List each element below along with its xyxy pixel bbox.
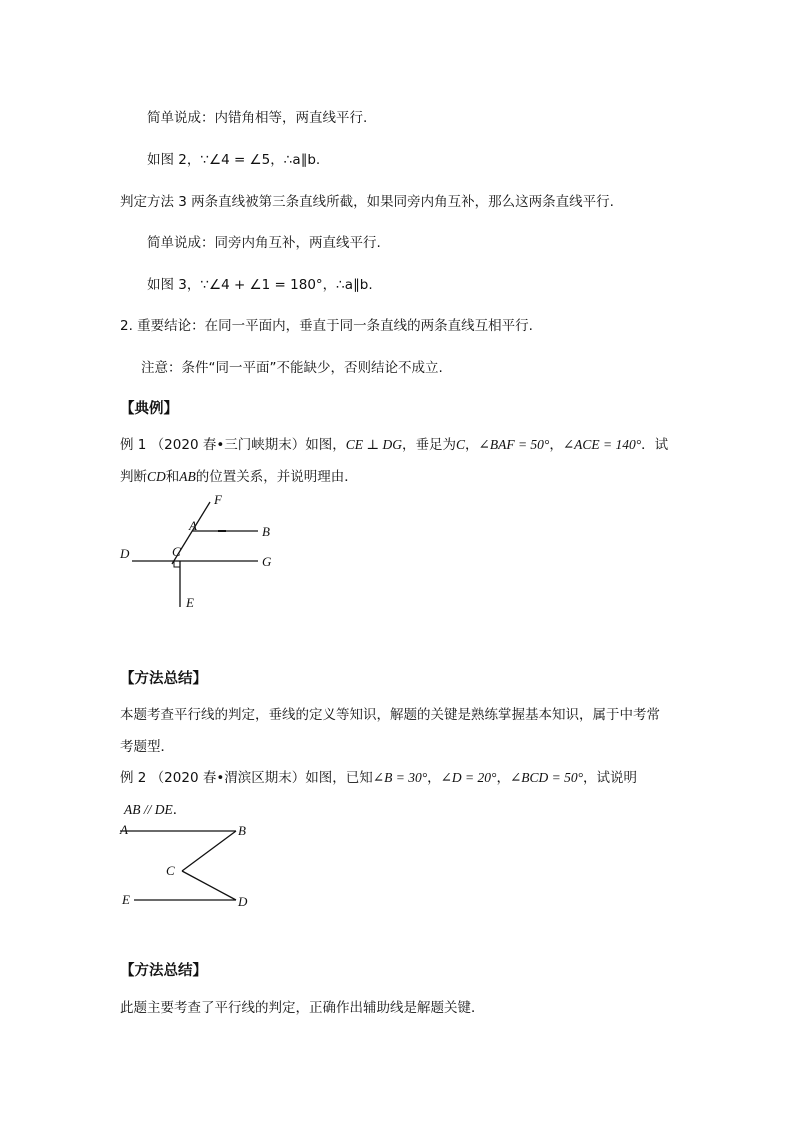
label-f: F [214,492,222,507]
label-d: D [120,546,130,561]
example2-figure [110,820,260,915]
example2-angle-bcd: ∠BCD = 50° [509,770,584,785]
example1-angle-ace: ∠ACE = 140° [562,437,642,452]
label-c: C [166,863,175,878]
line-bc [182,831,236,871]
example1-line2-post: 的位置关系，并说明理由． [195,469,358,485]
rule3-figure-note: 如图 3，∵∠4 + ∠1 = 180°，∴a∥b. [147,277,373,293]
example2-angle-b: ∠B = 30° [372,770,428,785]
summary1-heading: 【方法总结】 [120,671,207,687]
rule3-statement: 判定方法 3 两条直线被第三条直线所截，如果同旁内角互补，那么这两条直线平行. [120,194,614,210]
summary2-heading: 【方法总结】 [120,963,207,979]
example1-figure [110,490,290,615]
example1-condition: CE ⊥ DG [345,437,402,452]
example1-prefix: 例 1 （2020 春•三门峡期末）如图， [120,437,346,453]
rule3-short-form: 简单说成：同旁内角互补，两直线平行. [147,235,381,251]
example1-sep1: ， [465,437,479,453]
example2-prefix: 例 2 （2020 春•渭滨区期末）如图，已知 [120,770,373,786]
label-c: C [172,544,181,559]
label-a: A [120,822,128,837]
example2-conclusion: AB // DE [124,802,173,817]
example1-line2-pre: 判断 [120,469,147,485]
important-conclusion: 2. 重要结论：在同一平面内，垂直于同一条直线的两条直线互相平行. [120,318,533,334]
label-e: E [186,595,194,610]
example1-angle-baf: ∠BAF = 50° [478,437,550,452]
example1-mid: ，垂足为 [402,437,456,453]
label-e: E [122,892,130,907]
example2-period: ． [172,802,187,818]
example2-line1 [120,768,637,788]
summary2-text: 此题主要考查了平行线的判定，正确作出辅助线是解题关键． [120,1000,485,1016]
section-examples-heading: 【典例】 [120,401,178,417]
conclusion-note: 注意：条件“同一平面”不能缺少，否则结论不成立. [141,360,443,376]
rule2-figure-note: 如图 2，∵∠4 = ∠5，∴a∥b. [147,152,321,168]
example1-and: 和 [165,469,180,485]
example2-sep2: ， [496,770,510,786]
example1-tail: ．试 [641,437,669,453]
example2-angle-d: ∠D = 20° [440,770,497,785]
example2-tail: ，试说明 [583,770,638,786]
example2-sep1: ， [427,770,441,786]
summary1-line1: 本题考查平行线的判定，垂线的定义等知识，解题的关键是熟练掌握基本知识，属于中考常 [120,707,660,723]
right-angle-mark [174,561,180,567]
example1-point-c: C [456,437,466,452]
label-d: D [238,894,248,909]
label-g: G [262,554,272,569]
label-b: B [262,524,270,539]
rule2-short-form: 简单说成：内错角相等，两直线平行. [147,110,368,126]
label-b: B [238,823,246,838]
summary1-line2: 考题型． [120,739,174,755]
example2-line2 [124,800,186,820]
line-cd [182,871,236,900]
example1-line2 [120,467,358,487]
example1-sep2: ， [549,437,563,453]
example1-ab: AB [179,469,196,484]
example1-line1 [120,435,668,455]
example1-cd: CD [147,469,166,484]
label-a: A [189,518,197,533]
